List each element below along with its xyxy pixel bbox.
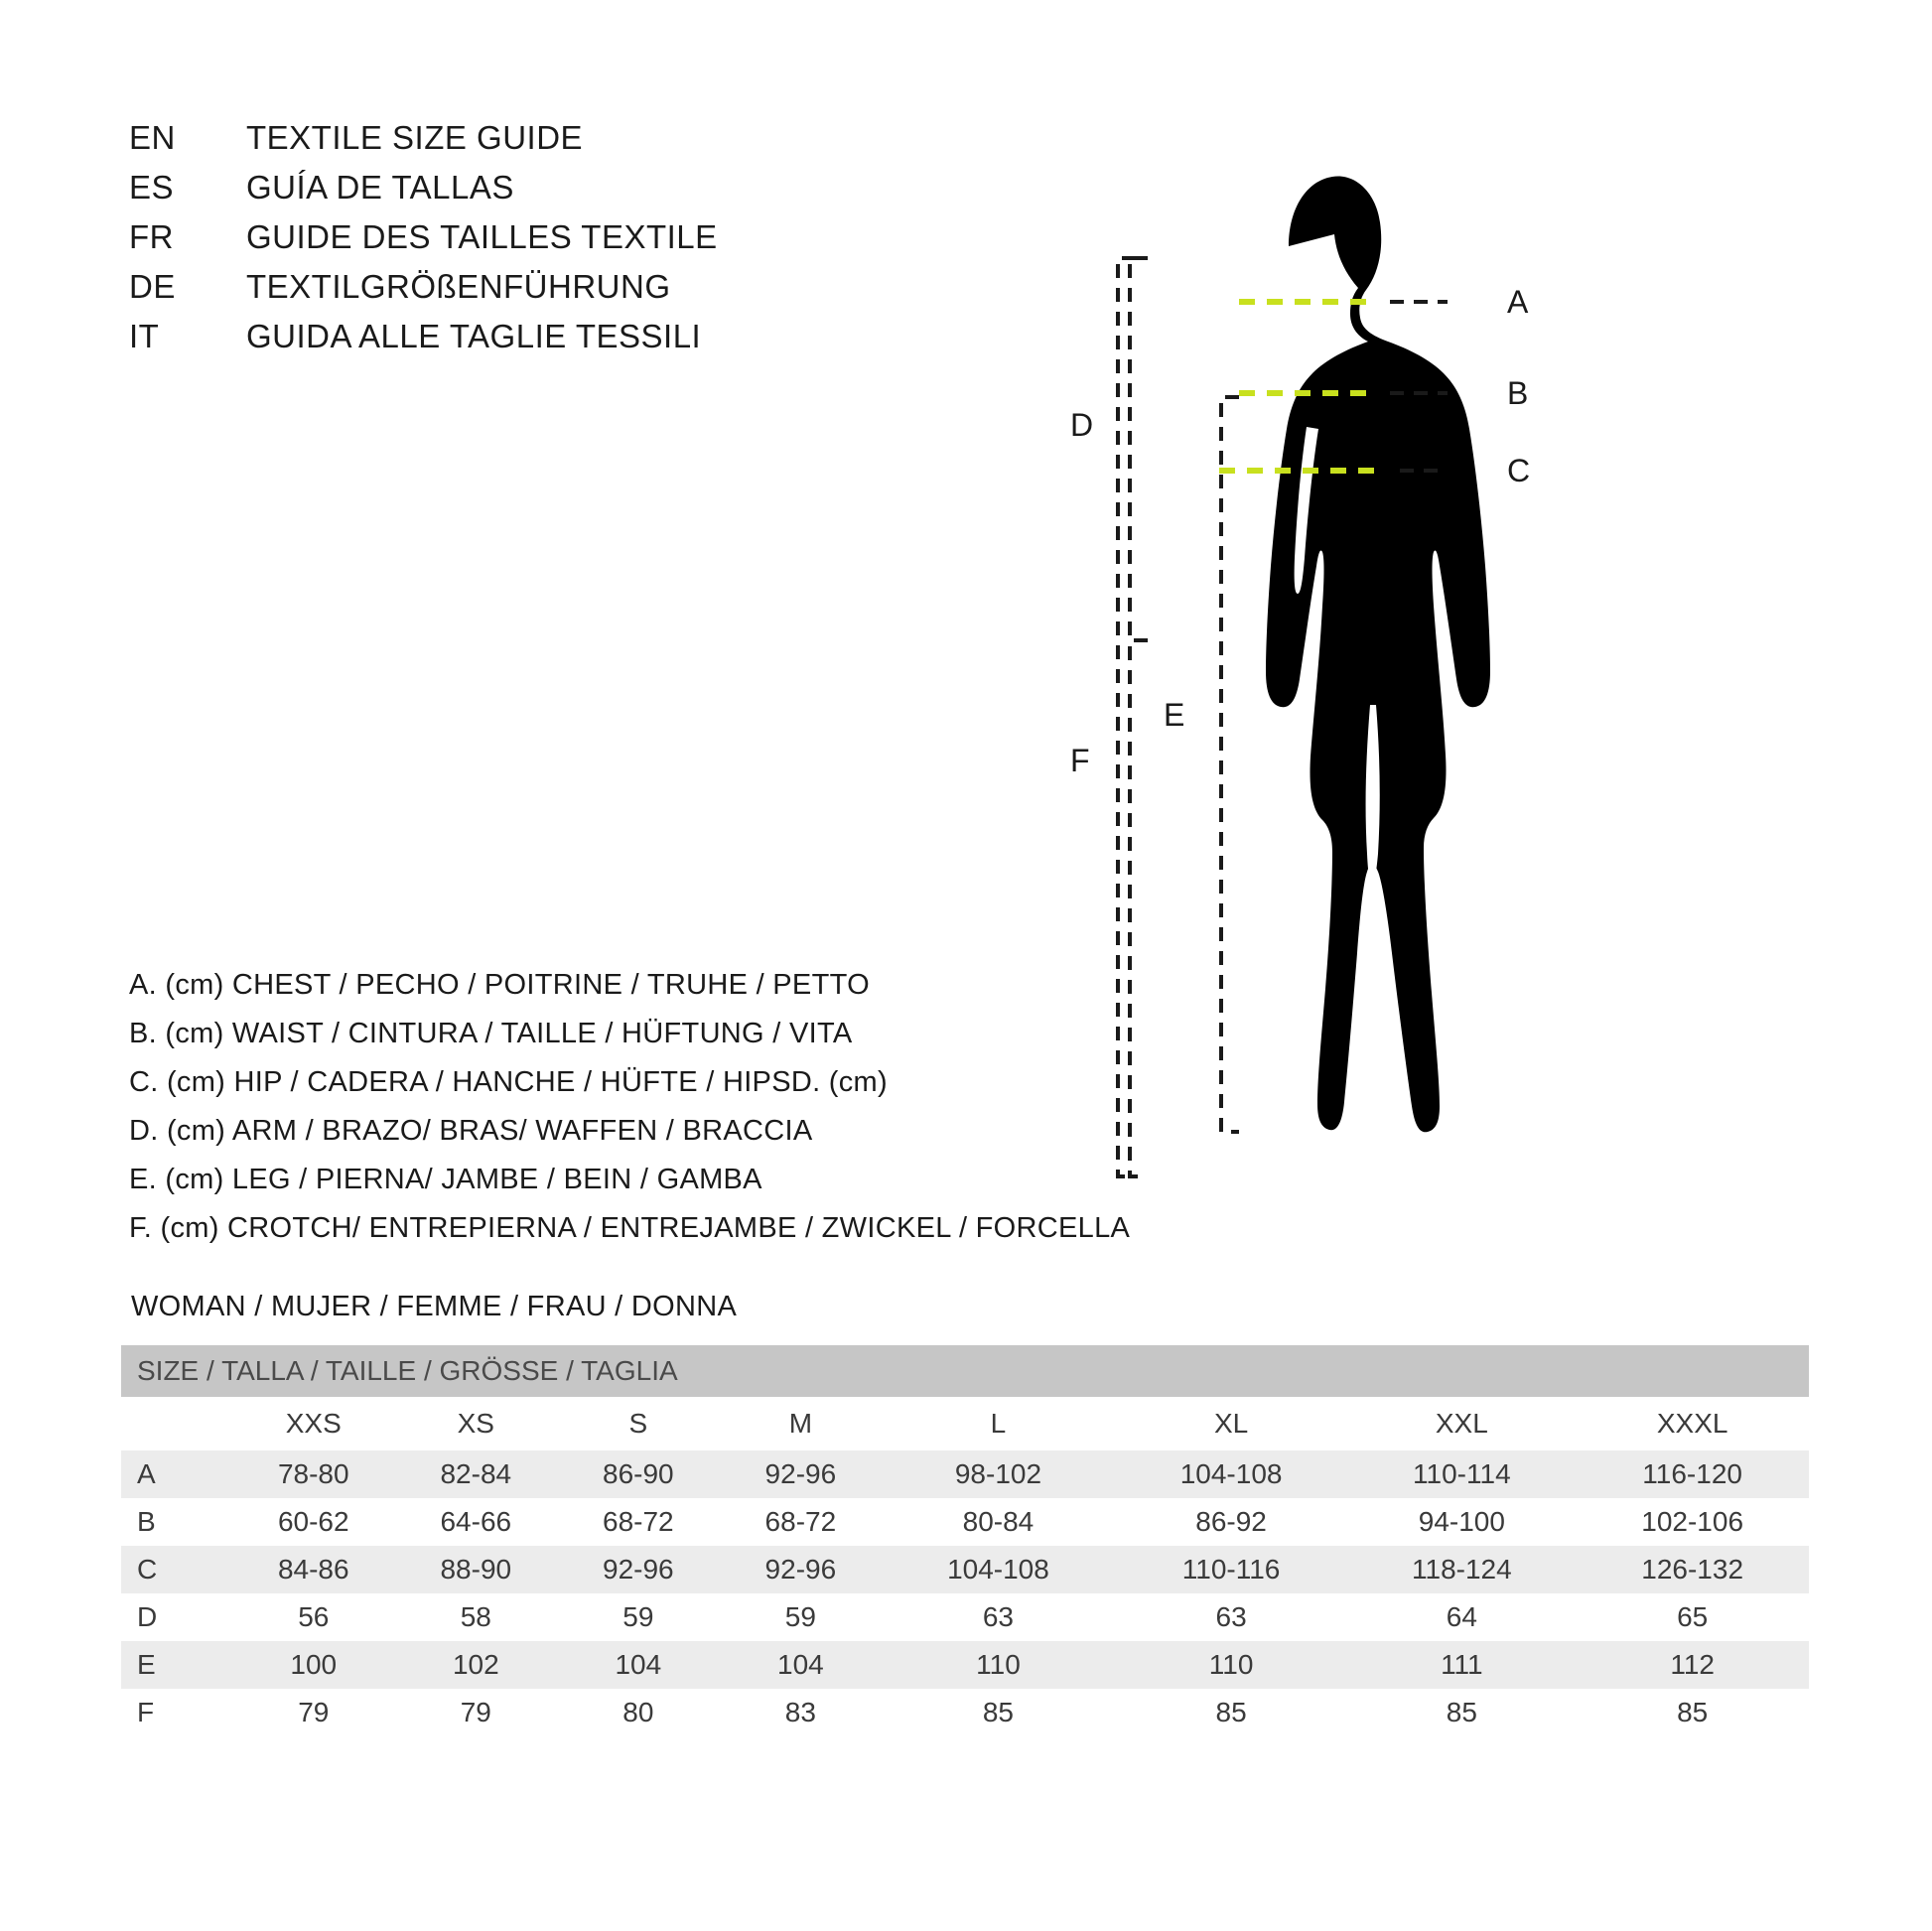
title-text-es: GUÍA DE TALLAS [246,169,514,206]
legend-item-f: F. (cm) CROTCH/ ENTREPIERNA / ENTREJAMBE / ZWICKEL / FORCELLA [129,1212,1131,1244]
size-table [121,1345,1809,1736]
cell-b-l: 80-84 [882,1498,1115,1546]
cell-e-xl: 110 [1115,1641,1348,1689]
row-key-b: B [121,1498,232,1546]
size-header-xs: XS [395,1397,558,1450]
size-header-blank [121,1397,232,1450]
cell-d-m: 59 [720,1593,883,1641]
cell-a-xxs: 78-80 [232,1450,395,1498]
cell-b-xl: 86-92 [1115,1498,1348,1546]
size-header-xl: XL [1115,1397,1348,1450]
cell-e-l: 110 [882,1641,1115,1689]
cell-e-m: 104 [720,1641,883,1689]
cell-d-l: 63 [882,1593,1115,1641]
cell-c-xl: 110-116 [1115,1546,1348,1593]
cell-f-l: 85 [882,1689,1115,1736]
cell-b-xxs: 60-62 [232,1498,395,1546]
cell-a-s: 86-90 [557,1450,720,1498]
cell-e-s: 104 [557,1641,720,1689]
marker-label-a: A [1507,284,1529,320]
title-text-en: TEXTILE SIZE GUIDE [246,119,584,156]
title-lang-en: EN [129,119,176,156]
cell-d-xl: 63 [1115,1593,1348,1641]
cell-f-s: 80 [557,1689,720,1736]
size-header-xxs: XXS [232,1397,395,1450]
cell-c-l: 104-108 [882,1546,1115,1593]
title-lang-es: ES [129,169,175,206]
cell-f-xxl: 85 [1347,1689,1576,1736]
table-row [121,1546,1809,1593]
group-label: WOMAN / MUJER / FEMME / FRAU / DONNA [131,1291,738,1322]
bracket-label-e: E [1164,697,1185,733]
table-row [121,1641,1809,1689]
legend-block [129,961,1130,1253]
cell-c-s: 92-96 [557,1546,720,1593]
cell-b-m: 68-72 [720,1498,883,1546]
bracket-f-lower [1130,640,1148,1176]
cell-a-xs: 82-84 [395,1450,558,1498]
cell-e-xxl: 111 [1347,1641,1576,1689]
row-key-e: E [121,1641,232,1689]
cell-b-xxxl: 102-106 [1576,1498,1809,1546]
title-text-it: GUIDA ALLE TAGLIE TESSILI [246,318,702,354]
size-header-xxl: XXL [1347,1397,1576,1450]
cell-c-xxxl: 126-132 [1576,1546,1809,1593]
cell-a-xxl: 110-114 [1347,1450,1576,1498]
legend-item-c: C. (cm) HIP / CADERA / HANCHE / HÜFTE / HIPSD. (cm) [129,1066,888,1098]
size-header-m: M [720,1397,883,1450]
size-header-s: S [557,1397,720,1450]
marker-label-c: C [1507,453,1531,488]
diagram-brackets [1070,69,1896,1211]
cell-e-xxs: 100 [232,1641,395,1689]
table-band-label: SIZE / TALLA / TAILLE / GRÖSSE / TAGLIA [121,1345,1809,1397]
title-row [129,318,718,367]
cell-a-l: 98-102 [882,1450,1115,1498]
cell-d-xs: 58 [395,1593,558,1641]
bracket-label-d: D [1070,407,1094,443]
size-header-xxxl: XXXL [1576,1397,1809,1450]
cell-a-xxxl: 116-120 [1576,1450,1809,1498]
legend-item-d: D. (cm) ARM / BRAZO/ BRAS/ WAFFEN / BRACCIA [129,1115,813,1147]
title-lang-it: IT [129,318,160,354]
cell-a-xl: 104-108 [1115,1450,1348,1498]
title-text-fr: GUIDE DES TAILLES TEXTILE [246,218,718,255]
row-key-a: A [121,1450,232,1498]
legend-item-a: A. (cm) CHEST / PECHO / POITRINE / TRUHE / PETTO [129,969,870,1001]
title-row [129,169,718,218]
cell-f-xxs: 79 [232,1689,395,1736]
bracket-e [1221,397,1239,1132]
cell-c-m: 92-96 [720,1546,883,1593]
cell-c-xxs: 84-86 [232,1546,395,1593]
legend-item-b: B. (cm) WAIST / CINTURA / TAILLE / HÜFTUNG / VITA [129,1018,853,1049]
title-row [129,119,718,169]
size-header-l: L [882,1397,1115,1450]
marker-label-b: B [1507,375,1529,411]
row-key-f: F [121,1689,232,1736]
cell-f-xl: 85 [1115,1689,1348,1736]
cell-d-xxxl: 65 [1576,1593,1809,1641]
cell-e-xxxl: 112 [1576,1641,1809,1689]
title-text-de: TEXTILGRÖßENFÜHRUNG [246,268,671,305]
cell-d-s: 59 [557,1593,720,1641]
cell-d-xxl: 64 [1347,1593,1576,1641]
title-row [129,218,718,268]
legend-item-e: E. (cm) LEG / PIERNA/ JAMBE / BEIN / GAMBA [129,1164,762,1195]
cell-c-xxl: 118-124 [1347,1546,1576,1593]
cell-e-xs: 102 [395,1641,558,1689]
cell-b-xxl: 94-100 [1347,1498,1576,1546]
bracket-label-f: F [1070,743,1090,778]
cell-b-xs: 64-66 [395,1498,558,1546]
title-row [129,268,718,318]
cell-c-xs: 88-90 [395,1546,558,1593]
cell-f-xs: 79 [395,1689,558,1736]
table-row [121,1689,1809,1736]
cell-f-m: 83 [720,1689,883,1736]
row-key-d: D [121,1593,232,1641]
table-row [121,1450,1809,1498]
title-lang-fr: FR [129,218,174,255]
cell-d-xxs: 56 [232,1593,395,1641]
table-size-header [121,1397,1809,1450]
cell-b-s: 68-72 [557,1498,720,1546]
bracket-d [1130,258,1148,640]
cell-f-xxxl: 85 [1576,1689,1809,1736]
table-row [121,1498,1809,1546]
table-band-row [121,1345,1809,1397]
title-lang-de: DE [129,268,176,305]
title-block [129,119,718,367]
cell-a-m: 92-96 [720,1450,883,1498]
row-key-c: C [121,1546,232,1593]
table-row [121,1593,1809,1641]
